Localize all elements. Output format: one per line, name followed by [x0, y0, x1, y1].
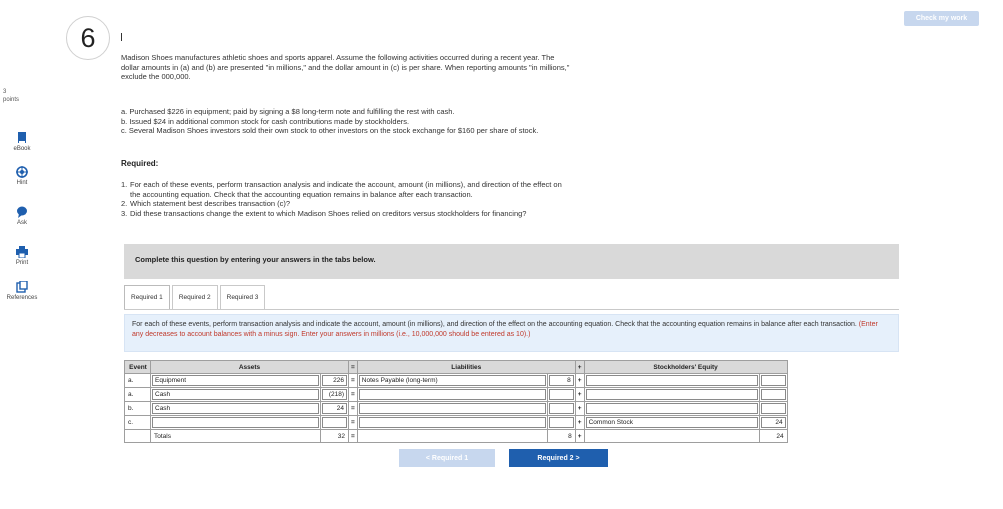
- equals-sign: =: [349, 430, 358, 443]
- totals-row: [125, 430, 788, 443]
- liability-amount-input[interactable]: 8: [549, 375, 574, 386]
- sidebar-item-hint[interactable]: [0, 166, 44, 186]
- sidebar-item-label: eBook: [13, 146, 31, 152]
- tab-required-2[interactable]: Required 2: [172, 285, 218, 309]
- total-equity: 24: [759, 430, 787, 443]
- totals-spacer: [584, 430, 759, 443]
- plus-sign: +: [575, 430, 584, 443]
- intro-line: exclude the 000,000.: [121, 72, 191, 81]
- complete-text: Complete this question by entering your answers in the tabs below.: [135, 255, 376, 264]
- previous-required-button[interactable]: < Required 1: [399, 449, 495, 467]
- hint-icon: [16, 166, 28, 178]
- asset-amount-input[interactable]: 24: [322, 403, 347, 414]
- totals-spacer: [357, 430, 547, 443]
- requirement-text: Did these transactions change the extent to which Madison Shoes relied on creditors versus stockholders for financing?: [130, 208, 527, 218]
- required-heading: Required:: [121, 159, 159, 168]
- equity-amount-input[interactable]: [761, 389, 786, 400]
- liability-amount-input[interactable]: [549, 403, 574, 414]
- header-plus: +: [575, 361, 584, 374]
- header-liabilities: Liabilities: [357, 361, 575, 374]
- intro-line: Madison Shoes manufactures athletic shoes and sports apparel. Assume the following activities occurred during a recent year. The: [121, 53, 555, 62]
- header-equals: =: [349, 361, 358, 374]
- liability-account-input[interactable]: Notes Payable (long-term): [359, 375, 546, 386]
- liability-amount-input[interactable]: [549, 417, 574, 428]
- liability-account-input[interactable]: [359, 403, 546, 414]
- question-number: 6: [66, 16, 110, 60]
- text-cursor: [121, 33, 122, 41]
- event-cell: b.: [125, 402, 151, 416]
- book-icon: [17, 132, 27, 144]
- event-cell: [125, 430, 151, 443]
- plus-sign: +: [575, 402, 584, 416]
- asset-amount-input[interactable]: (218): [322, 389, 347, 400]
- asset-account-input[interactable]: Cash: [152, 403, 319, 414]
- requirement-text: Which statement best describes transaction (c)?: [130, 199, 291, 208]
- sidebar-item-label: Ask: [16, 220, 27, 226]
- equals-sign: =: [349, 388, 358, 402]
- header-assets: Assets: [151, 361, 349, 374]
- event-cell: c.: [125, 416, 151, 430]
- liability-account-input[interactable]: [359, 389, 546, 400]
- event-cell: a.: [125, 388, 151, 402]
- liability-amount-input[interactable]: [549, 389, 574, 400]
- points-value: 3: [3, 89, 7, 95]
- equity-account-input[interactable]: [586, 389, 758, 400]
- tab-divider: [124, 309, 899, 310]
- table-row: [125, 388, 788, 402]
- header-event: Event: [125, 361, 151, 374]
- totals-label: Totals: [151, 430, 321, 443]
- plus-sign: +: [575, 416, 584, 430]
- event-list: [121, 107, 681, 136]
- table-row: [125, 402, 788, 416]
- plus-sign: +: [575, 388, 584, 402]
- requirement-2: [121, 199, 696, 209]
- requirements-list: [121, 180, 696, 218]
- equity-amount-input[interactable]: 24: [761, 417, 786, 428]
- equity-amount-input[interactable]: [761, 375, 786, 386]
- header-equity: Stockholders' Equity: [584, 361, 787, 374]
- question-intro: [121, 53, 696, 82]
- complete-banner: [124, 244, 899, 279]
- sidebar-item-print[interactable]: [0, 246, 44, 266]
- asset-amount-input[interactable]: [322, 417, 347, 428]
- requirement-text: For each of these events, perform transaction analysis and indicate the account, amount (in millions), and direction of the effect on the accounting equation. Check that the accounting equation remains in balance after each transaction.: [130, 180, 562, 199]
- sidebar-item-ask[interactable]: [0, 206, 44, 226]
- table-row: [125, 416, 788, 430]
- equity-account-input[interactable]: [586, 375, 758, 386]
- event-b: b. Issued $24 in additional common stock for cash contributions made by stockholders.: [121, 116, 410, 126]
- plus-sign: +: [575, 374, 584, 388]
- requirement-number: 2.: [121, 199, 128, 208]
- tab-required-3[interactable]: Required 3: [220, 285, 266, 309]
- event-c: c. Several Madison Shoes investors sold their own stock to other investors on the stock exchange for $160 per share of stock.: [121, 126, 539, 135]
- equals-sign: =: [349, 416, 358, 430]
- equity-account-input[interactable]: Common Stock: [586, 417, 758, 428]
- equals-sign: =: [349, 402, 358, 416]
- sidebar-item-label: Print: [15, 260, 29, 266]
- sidebar-item-label: Hint: [16, 180, 28, 186]
- table-row: [125, 374, 788, 388]
- points-label: points: [3, 97, 20, 103]
- instruction-box: [124, 314, 899, 352]
- asset-account-input[interactable]: [152, 417, 319, 428]
- points-display: [3, 88, 19, 104]
- tab-required-1[interactable]: Required 1: [124, 285, 170, 309]
- requirement-1: [121, 180, 696, 199]
- event-a: a. Purchased $226 in equipment; paid by signing a $8 long-term note and fulfilling the rest with cash.: [121, 107, 455, 116]
- requirement-3: [121, 209, 696, 219]
- instruction-text: For each of these events, perform transaction analysis and indicate the account, amount (in millions), and direction of the effect on the accounting equation. Check that the accounting equation remains in balance after each transaction.: [132, 321, 859, 328]
- equity-account-input[interactable]: [586, 403, 758, 414]
- equity-amount-input[interactable]: [761, 403, 786, 414]
- total-liabilities: 8: [547, 430, 575, 443]
- event-cell: a.: [125, 374, 151, 388]
- sidebar-item-label: References: [6, 295, 38, 301]
- equals-sign: =: [349, 374, 358, 388]
- asset-account-input[interactable]: Cash: [152, 389, 319, 400]
- next-required-button[interactable]: Required 2 >: [509, 449, 608, 467]
- ask-icon: [16, 206, 28, 218]
- liability-account-input[interactable]: [359, 417, 546, 428]
- tab-bar: [124, 285, 267, 309]
- table-header-row: [125, 361, 788, 374]
- total-assets: 32: [321, 430, 349, 443]
- check-my-work-button[interactable]: Check my work: [904, 11, 979, 26]
- asset-account-input[interactable]: Equipment: [152, 375, 319, 386]
- intro-line: dollar amounts in (a) and (b) are presented "in millions," and the dollar amount in (c) is per share. When reporting amounts "in millions,": [121, 62, 570, 72]
- sidebar-item-references[interactable]: [0, 281, 44, 301]
- instruction-note: (Enter any decreases to account balances with a minus sign. Enter your answers in millions (i.e., 10,000,000 should be entered as 10).): [132, 321, 878, 338]
- requirement-number: 3.: [121, 208, 128, 218]
- sidebar-item-ebook[interactable]: [0, 132, 44, 152]
- print-icon: [16, 246, 28, 258]
- requirement-number: 1.: [121, 180, 128, 189]
- references-icon: [16, 281, 28, 293]
- accounting-equation-table: [124, 360, 788, 443]
- asset-amount-input[interactable]: 226: [322, 375, 347, 386]
